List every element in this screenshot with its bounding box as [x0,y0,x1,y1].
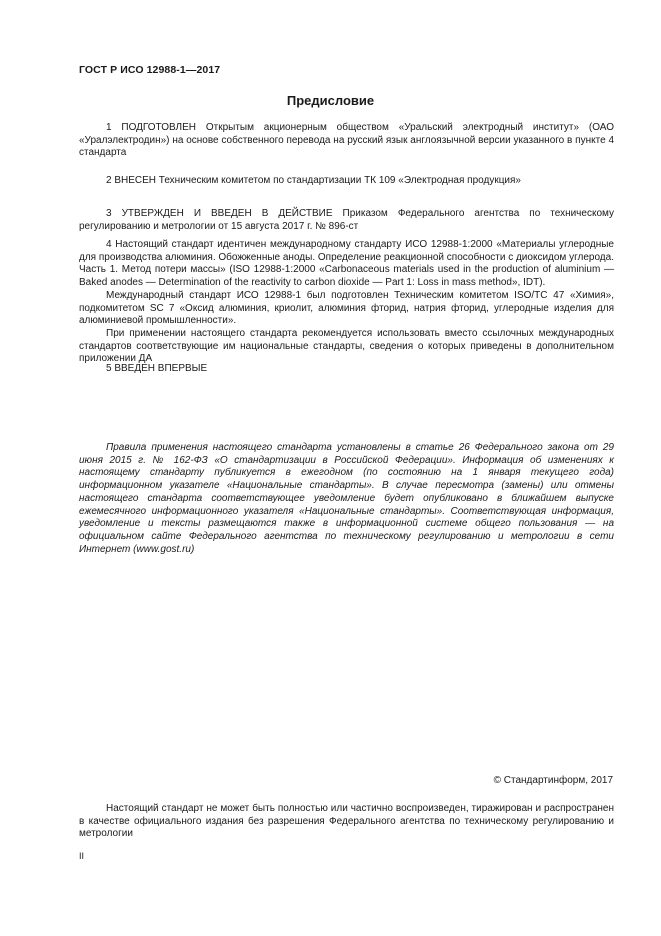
section-2-text: 2 ВНЕСЕН Техническим комитетом по стандартизации ТК 109 «Электродная продукция» [106,175,521,186]
application-notice [79,442,614,556]
reproduction-notice-text: Настоящий стандарт не может быть полностью или частично воспроизведен, тиражирован и распространен в качестве официального издания без разрешения Федерального агентства по техническому регулированию и метрологии [79,803,614,840]
section-5-text: 5 ВВЕДЕН ВПЕРВЫЕ [106,363,208,374]
page-title: Предисловие [286,93,375,108]
section-4-references: При применении настоящего стандарта рекомендуется использовать вместо ссылочных международных стандартов соответствующие им национальные стандарты, сведения о которых приведены в дополнительном приложении ДА [79,327,614,365]
section-4-identity: 4 Настоящий стандарт идентичен международному стандарту ИСО 12988-1:2000 «Материалы углеродные для производства алюминия. Обожженные аноды. Определение реакционной способности с диоксидом углерода. Часть 1. Метод потери массы» (ISO 12988-1:2000 «Carbonaceous materials used in the production of aluminium — Baked anodes — Determination of the reactivity to carbon dioxide — Part 1: Loss in mass method», IDT). [79,239,614,289]
section-4-committee: Международный стандарт ИСО 12988-1 был подготовлен Техническим комитетом ISO/TC 47 «Химия», подкомитетом SC 7 «Оксид алюминия, криолит, алюминия фторид, натрия фторид, углеродные изделия для алюминиевой промышленности». [79,289,614,327]
section-4 [79,239,614,366]
reproduction-notice [79,803,614,841]
section-1 [79,122,614,160]
section-5 [79,363,614,376]
copyright: © Стандартинформ, 2017 [493,775,613,786]
notice-text: Правила применения настоящего стандарта установлены в статье 26 Федерального закона от 29 июня 2015 г. № 162-ФЗ «О стандартизации в Российской Федерации». Информация об изменениях к настоящему стандарту публикуется в ежегодном (по состоянию на 1 января текущего года) информационном указателе «Национальные стандарты». В случае пересмотра (замены) или отмены настоящего стандарта соответствующее уведомление будет опубликовано в ближайшем выпуске ежемесячного информационного указателя «Национальные стандарты». Соответствующая информация, уведомление и тексты размещаются также в информационной системе общего пользования — на официальном сайте Федерального агентства по техническому регулированию и метрологии в сети Интернет (www.gost.ru) [79,442,614,555]
page-number: II [79,851,85,861]
section-1-text: 1 ПОДГОТОВЛЕН Открытым акционерным обществом «Уральский электродный институт» (ОАО «Уралэлектродин») на основе собственного перевода на русский язык англоязычной версии указанного в пункте 4 стандарта [79,122,614,159]
section-3-text: 3 УТВЕРЖДЕН И ВВЕДЕН В ДЕЙСТВИЕ Приказом Федерального агентства по техническому регулированию и метрологии от 15 августа 2017 г. № 896-ст [79,208,614,232]
section-2 [79,175,614,188]
section-3 [79,208,614,233]
standard-header: ГОСТ Р ИСО 12988-1—2017 [79,64,221,76]
